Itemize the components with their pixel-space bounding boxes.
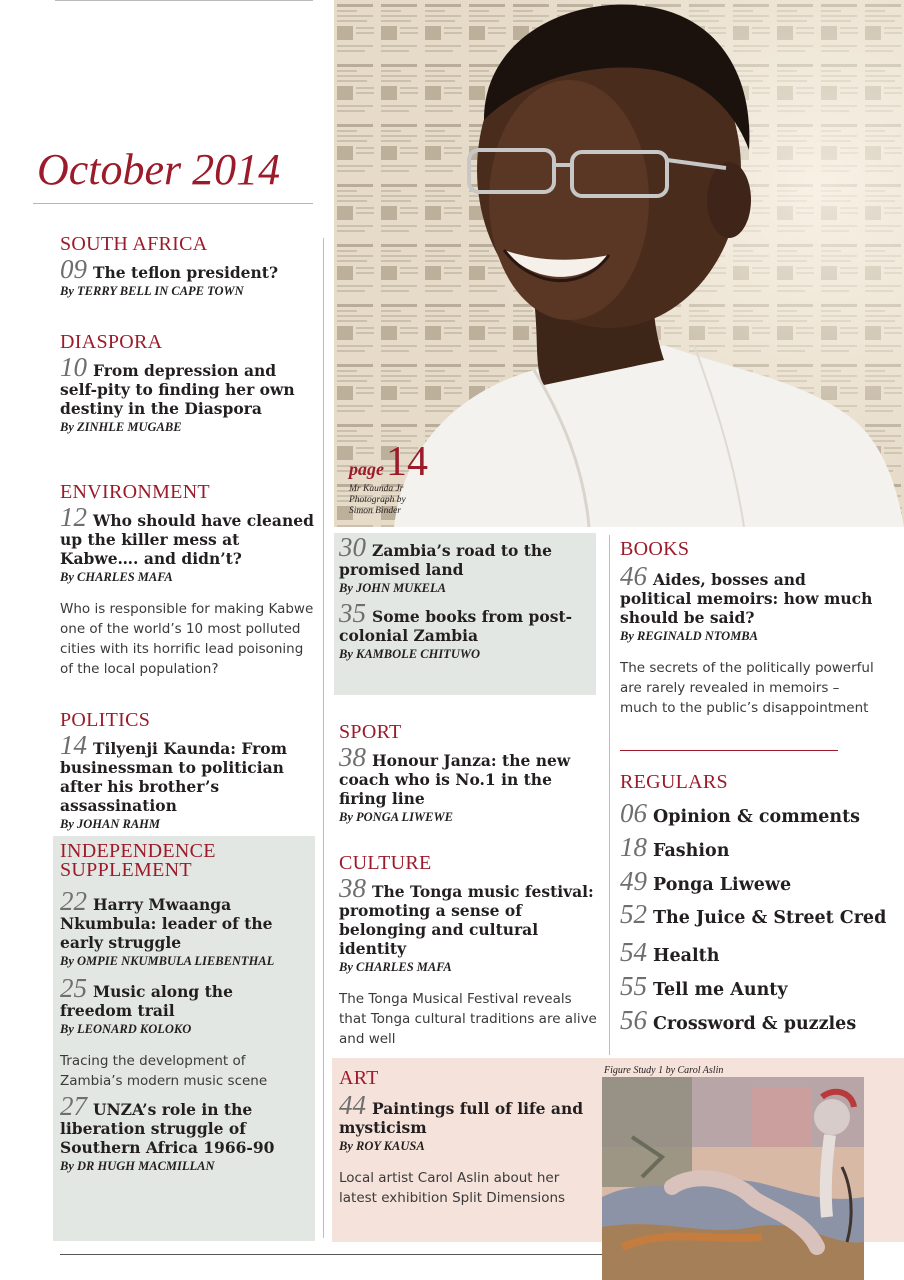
title-rule bbox=[33, 203, 313, 204]
regular-item[interactable] bbox=[620, 832, 729, 863]
section-heading: BOOKS bbox=[620, 538, 690, 560]
article-title: Harry Mwaanga Nkumbula: leader of the early struggle bbox=[60, 895, 273, 952]
article-title: Music along the freedom trail bbox=[60, 982, 233, 1020]
section-heading-line: INDEPENDENCE bbox=[60, 840, 216, 862]
regular-item[interactable] bbox=[620, 798, 860, 829]
page-num: 25 bbox=[60, 973, 87, 1003]
painting-illustration bbox=[602, 1077, 864, 1280]
page-num: 55 bbox=[620, 971, 647, 1001]
article-link[interactable] bbox=[60, 352, 315, 418]
page-num: 22 bbox=[60, 886, 87, 916]
article-title: From depression and self-pity to finding her own destiny in the Diaspora bbox=[60, 361, 295, 418]
regular-item[interactable] bbox=[620, 937, 719, 968]
bottom-rule bbox=[60, 1254, 604, 1255]
regular-label: Ponga Liwewe bbox=[653, 875, 792, 895]
page-num: 44 bbox=[339, 1090, 366, 1120]
article-title: Zambia’s road to the promised land bbox=[339, 541, 553, 579]
byline: By KAMBOLE CHITUWO bbox=[339, 647, 480, 661]
page-num: 52 bbox=[620, 899, 647, 929]
byline: By ROY KAUSA bbox=[339, 1139, 425, 1153]
byline: By OMPIE NKUMBULA LIEBENTHAL bbox=[60, 954, 275, 968]
books-rule bbox=[620, 750, 838, 751]
byline: By JOHN MUKELA bbox=[339, 581, 446, 595]
article-summary: The Tonga Musical Festival reveals that Tonga cultural traditions are alive and well bbox=[339, 991, 597, 1047]
issue-date: October 2014 bbox=[37, 145, 281, 194]
section-south-africa bbox=[60, 233, 315, 299]
page-num: 35 bbox=[339, 598, 366, 628]
page-num: 30 bbox=[339, 532, 366, 562]
caption-line: Photograph by bbox=[349, 495, 406, 505]
photo-caption bbox=[349, 484, 406, 517]
section-heading-line: SUPPLEMENT bbox=[60, 859, 192, 881]
section-art bbox=[339, 1067, 597, 1208]
article-link[interactable] bbox=[339, 873, 601, 958]
article-title: Aides, bosses and political memoirs: how much should be said? bbox=[620, 570, 873, 627]
regular-label: Tell me Aunty bbox=[653, 980, 788, 1000]
painting-caption: Figure Study 1 by Carol Aslin bbox=[604, 1065, 724, 1076]
article-link[interactable] bbox=[60, 502, 318, 568]
article-link[interactable] bbox=[60, 730, 318, 815]
article-link[interactable] bbox=[339, 598, 589, 645]
page-num: 56 bbox=[620, 1005, 647, 1035]
page-num: 14 bbox=[60, 730, 87, 760]
article-title: Paintings full of life and mysticism bbox=[339, 1099, 584, 1137]
article-summary: The secrets of the politically powerful are rarely revealed in memoirs – much to the public’s disappointment bbox=[620, 660, 874, 716]
section-heading: SOUTH AFRICA bbox=[60, 233, 208, 255]
byline: By TERRY BELL IN CAPE TOWN bbox=[60, 284, 244, 298]
regular-item[interactable] bbox=[620, 1005, 856, 1036]
section-heading: CULTURE bbox=[339, 852, 432, 874]
article-summary: Tracing the development of Zambia’s modern music scene bbox=[60, 1053, 268, 1089]
article-link[interactable] bbox=[339, 532, 589, 579]
regular-item[interactable] bbox=[620, 899, 886, 930]
page-num: 46 bbox=[620, 561, 647, 591]
page-num: 09 bbox=[60, 254, 87, 284]
byline: By JOHAN RAHM bbox=[60, 817, 161, 831]
section-independence bbox=[60, 842, 310, 1174]
article-title: The Tonga music festival: promoting a sense of belonging and cultural identity bbox=[339, 882, 594, 958]
section-politics bbox=[60, 709, 318, 832]
page-num: 38 bbox=[339, 742, 366, 772]
regular-label: Fashion bbox=[653, 841, 730, 861]
article-link[interactable] bbox=[339, 742, 594, 808]
section-heading: ART bbox=[339, 1067, 379, 1089]
page-num: 18 bbox=[620, 832, 647, 862]
regular-label: Opinion & comments bbox=[653, 807, 861, 827]
page-num: 10 bbox=[60, 352, 87, 382]
section-sport bbox=[339, 721, 594, 825]
section-heading: POLITICS bbox=[60, 709, 151, 731]
article-link[interactable] bbox=[60, 973, 310, 1020]
page-word: page bbox=[349, 459, 384, 479]
section-environment bbox=[60, 481, 318, 679]
page-num: 12 bbox=[60, 502, 87, 532]
section-heading-regulars: REGULARS bbox=[620, 771, 728, 793]
byline: By PONGA LIWEWE bbox=[339, 810, 453, 824]
article-link[interactable] bbox=[60, 254, 315, 284]
byline: By CHARLES MAFA bbox=[339, 960, 452, 974]
article-title: The teflon president? bbox=[93, 263, 279, 282]
article-title: Honour Janza: the new coach who is No.1 in the firing line bbox=[339, 751, 571, 808]
caption-line: Simon Binder bbox=[349, 506, 401, 516]
article-title: Who should have cleaned up the killer mess at Kabwe…. and didn’t? bbox=[60, 511, 314, 568]
page-ref bbox=[349, 438, 428, 486]
section-heading bbox=[60, 842, 310, 880]
column-divider bbox=[323, 238, 324, 1238]
page-num: 54 bbox=[620, 937, 647, 967]
page-num: 27 bbox=[60, 1091, 87, 1121]
section-heading: ENVIRONMENT bbox=[60, 481, 210, 503]
byline: By LEONARD KOLOKO bbox=[60, 1022, 192, 1036]
page-num: 38 bbox=[339, 873, 366, 903]
article-link[interactable] bbox=[339, 1090, 597, 1137]
byline: By CHARLES MAFA bbox=[60, 570, 173, 584]
article-link[interactable] bbox=[60, 886, 310, 952]
regular-item[interactable] bbox=[620, 866, 791, 897]
page-number: 14 bbox=[386, 439, 428, 485]
byline: By REGINALD NTOMBA bbox=[620, 629, 758, 643]
section-diaspora bbox=[60, 331, 315, 435]
regular-item[interactable] bbox=[620, 971, 788, 1002]
section-books bbox=[620, 538, 875, 718]
regular-label: Health bbox=[653, 946, 720, 966]
caption-line: Mr Kaunda Jr bbox=[349, 484, 404, 494]
section-heading: SPORT bbox=[339, 721, 402, 743]
byline: By DR HUGH MACMILLAN bbox=[60, 1159, 215, 1173]
article-link[interactable] bbox=[60, 1091, 310, 1157]
article-link[interactable] bbox=[620, 561, 875, 627]
regular-label: The Juice & Street Cred bbox=[653, 908, 887, 928]
regular-label: Crossword & puzzles bbox=[653, 1014, 857, 1034]
top-rule bbox=[55, 0, 313, 1]
painting bbox=[602, 1077, 864, 1280]
section-heading: DIASPORA bbox=[60, 331, 163, 353]
article-title: UNZA’s role in the liberation struggle of Southern Africa 1966-90 bbox=[60, 1100, 275, 1157]
page-num: 49 bbox=[620, 866, 647, 896]
article-summary: Local artist Carol Aslin about her latest exhibition Split Dimensions bbox=[339, 1170, 566, 1206]
middle-articles bbox=[339, 532, 589, 662]
page-num: 06 bbox=[620, 798, 647, 828]
article-summary: Who is responsible for making Kabwe one of the world’s 10 most polluted cities with its horrific lead poisoning of the local population? bbox=[60, 601, 314, 677]
article-title: Tilyenji Kaunda: From businessman to politician after his brother’s assassination bbox=[60, 739, 288, 815]
section-culture bbox=[339, 852, 601, 1049]
column-divider-right bbox=[609, 535, 610, 1055]
byline: By ZINHLE MUGABE bbox=[60, 420, 182, 434]
article-title: Some books from post-colonial Zambia bbox=[339, 607, 573, 645]
